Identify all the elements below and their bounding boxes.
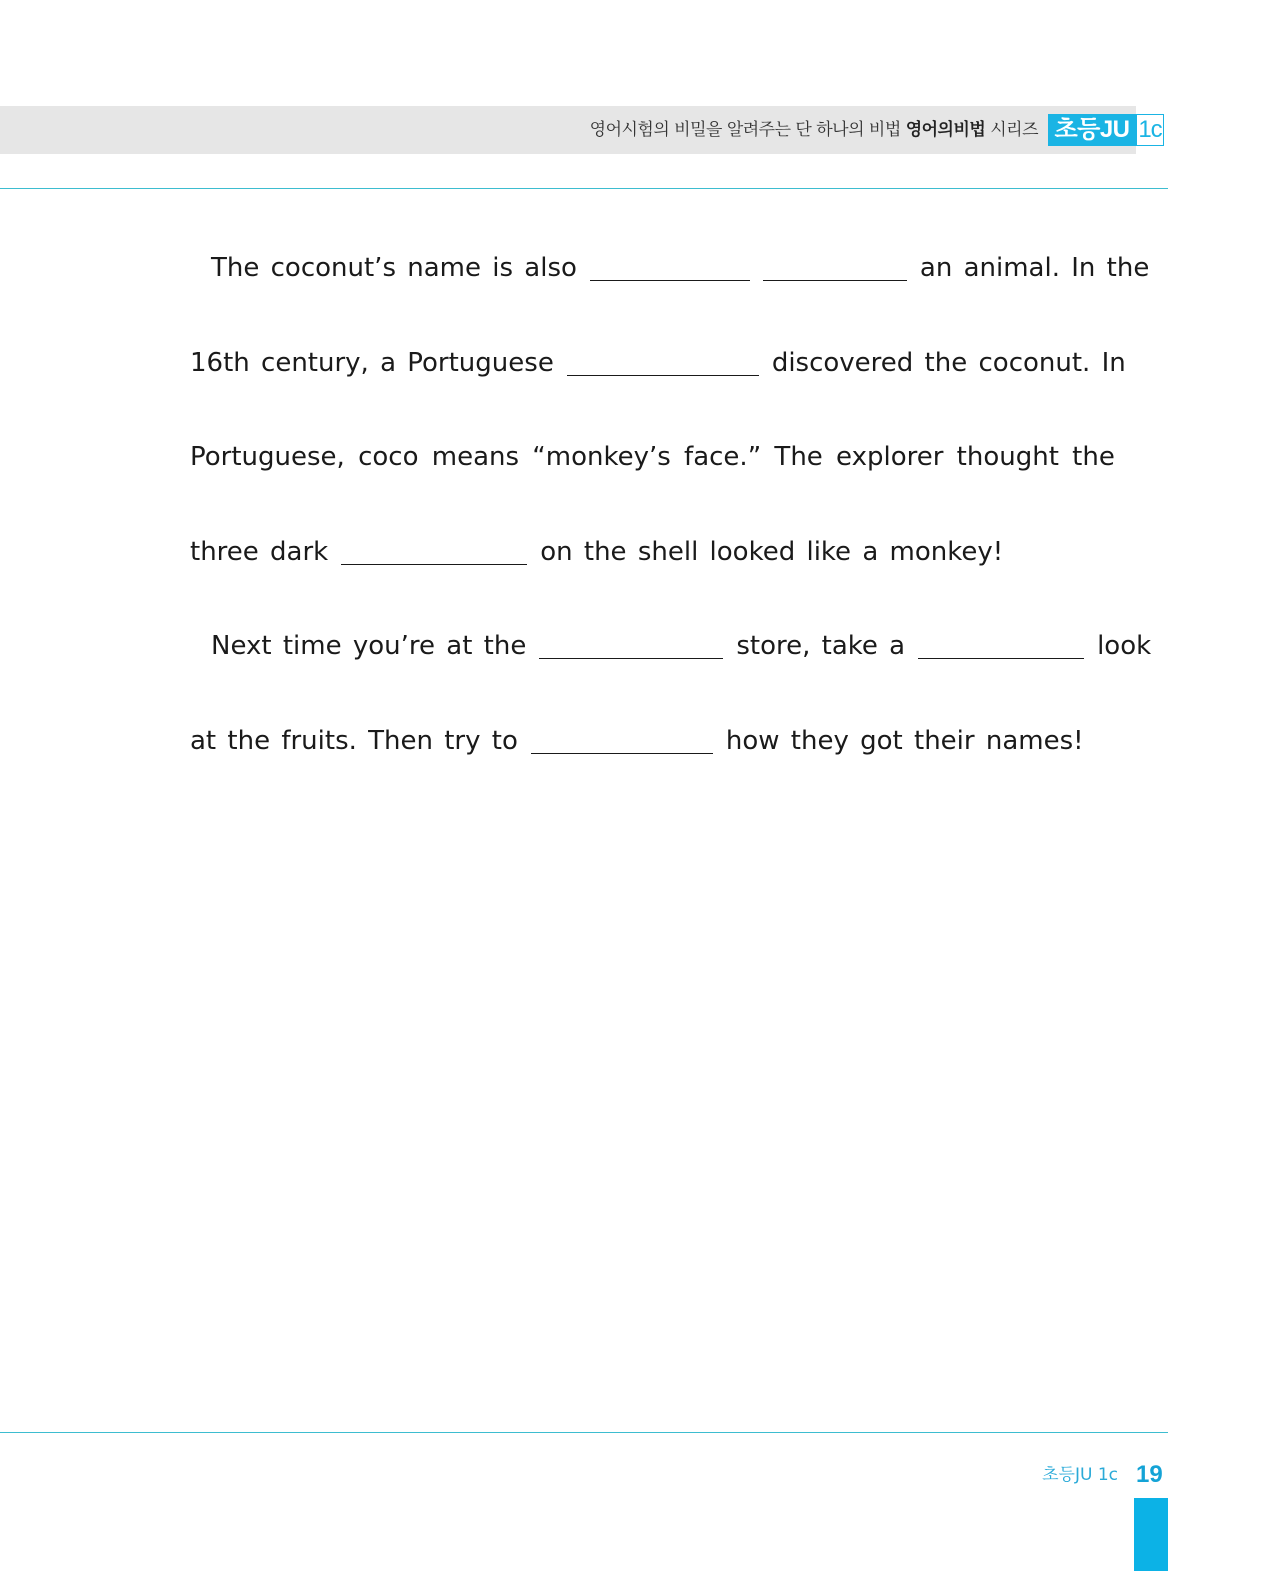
passage-line-1: [190, 240, 1150, 335]
passage-text: 16th century, a Portuguese: [190, 347, 554, 378]
page-number: 19: [1136, 1461, 1163, 1488]
passage-line-3: [190, 429, 1114, 524]
passage-text: look: [1097, 631, 1152, 662]
passage-text: The coconut’s name is also: [211, 253, 577, 283]
level-badge: 1c: [1136, 114, 1164, 146]
answer-blank[interactable]: [539, 618, 723, 659]
tagline-suffix: 시리즈: [990, 120, 1038, 140]
tagline-prefix: 영어시험의 비밀을 알려주는 단 하나의 비법: [589, 120, 901, 140]
tagline-bold: 영어의비법: [905, 120, 986, 140]
answer-blank[interactable]: [567, 335, 759, 376]
answer-blank[interactable]: [341, 524, 527, 565]
answer-blank[interactable]: [763, 240, 907, 281]
passage-text: on the shell looked like a monkey!: [540, 536, 1004, 567]
passage-text: Portuguese, coco means “monkey’s face.” The explorer thought the: [190, 442, 1115, 473]
passage-text: store, take a: [736, 631, 906, 662]
answer-blank[interactable]: [531, 713, 713, 754]
passage-text: at the fruits. Then try to: [190, 725, 518, 756]
bottom-divider: [0, 1432, 1168, 1433]
footer-series-label: 초등JU 1c: [1042, 1465, 1118, 1485]
passage-text: how they got their names!: [725, 725, 1084, 756]
page-edge-tab: [1134, 1498, 1168, 1571]
series-tagline: [590, 117, 1038, 143]
passage-text: an animal. In the: [919, 253, 1150, 283]
passage: [190, 240, 1152, 808]
top-divider: [0, 188, 1168, 189]
passage-line-2: [190, 335, 1126, 430]
passage-text: three dark: [190, 536, 329, 567]
passage-text: discovered the coconut. In: [771, 347, 1126, 378]
passage-text: Next time you’re at the: [211, 631, 527, 662]
passage-line-4: [190, 524, 1114, 619]
answer-blank[interactable]: [590, 240, 750, 281]
answer-blank[interactable]: [918, 618, 1084, 659]
brand-logo: 초등JU: [1048, 114, 1136, 146]
passage-line-5: [190, 618, 1152, 713]
passage-line-6: [190, 713, 1114, 808]
